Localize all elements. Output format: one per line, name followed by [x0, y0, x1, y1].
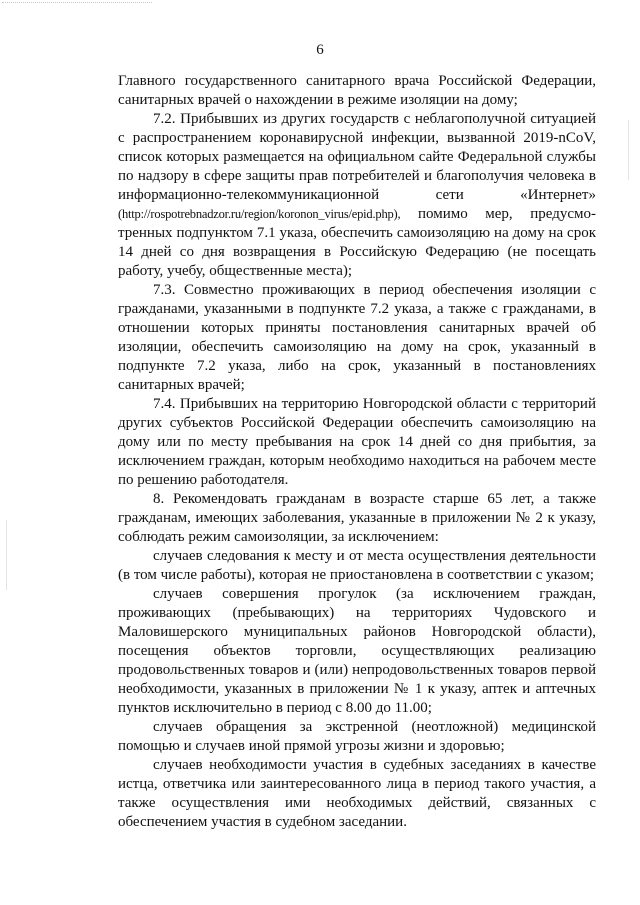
rospotrebnadzor-url: (http://rospotrebnadzor.ru/region/koronon_virus/epid.php),: [118, 207, 401, 221]
paragraph-continuation: Главного государственного санитарного врача Российской Федерации, санитарных врачей о нахождении в режиме изоляции на дому;: [118, 73, 596, 108]
exception-medical: случаев обращения за экстренной (неотложной) медицинской помощью и случаев иной прямой угрозы жизни и здоровью;: [118, 719, 596, 754]
page-number: 6: [316, 42, 324, 58]
document-body: [118, 72, 596, 832]
scan-artifact-left: [6, 520, 7, 590]
paragraph-7-3: 7.3. Совместно проживающих в период обеспечения изоляции с гражданами, указанными в подпункте 7.2 указа, а также с гражданами, в отношении которых приняты постановления санитарных врачей об изоляции, обеспечить самоизоляцию на дому на срок, указанный в подпункте 7.2 указа, либо на срок, указанный в постановлениях санитарных врачей;: [118, 282, 596, 393]
paragraph-7-2-text-start: 7.2. Прибывших из других государств с неблагополучной ситуацией с распространением коронавирусной инфекции, вызванной 2019-nCoV, список которых размещается на официальном сайте Федеральной службы по надзору в сфере защиты прав потребителей и благополучия человека в информационно-телекоммуникационной сети «Интернет»: [118, 111, 596, 203]
paragraph-7-4: 7.4. Прибывших на территорию Новгородской области с территорий других субъектов Российской Федерации обеспечить самоизоляцию на дому или по месту пребывания на срок 14 дней со дня прибытия, за исключением граждан, которым необходимо находиться на рабочем месте по решению работодателя.: [118, 396, 596, 488]
paragraph-7-2: [118, 110, 596, 281]
paragraph-7-2-text-end: помимо мер, предусмотренных подпунктом 7.1 указа, обеспечить самоизоляцию на дому на срок 14 дней со дня возвращения в Российскую Федерацию (не посещать работу, учебу, общественные места);: [118, 206, 596, 279]
paragraph-8: 8. Рекомендовать гражданам в возрасте старше 65 лет, а также гражданам, имеющих заболевания, указанные в приложении № 2 к указу, соблюдать режим самоизоляции, за исключением:: [118, 491, 596, 545]
exception-work-travel: случаев следования к месту и от места осуществления деятельности (в том числе работы), которая не приостановлена в соответствии с указом;: [118, 548, 596, 583]
scan-artifact-right: [628, 120, 629, 180]
exception-walks-shopping: случаев совершения прогулок (за исключением граждан, проживающих (пребывающих) на территориях Чудовского и Маловишерского муниципальных районов Новгородской области), посещения объектов торговли, осуществляющих реализацию продовольственных товаров и (или) непродовольственных товаров первой необходимости, указанных в приложении № 1 к указу, аптек и аптечных пунктов исключительно в период с 8.00 до 11.00;: [118, 586, 596, 716]
scan-artifact-top: [2, 2, 152, 4]
exception-court: случаев необходимости участия в судебных заседаниях в качестве истца, ответчика или заинтересованного лица в период такого участия, а также осуществления ими необходимых действий, связанных с обеспечением участия в судебном заседании.: [118, 757, 596, 830]
